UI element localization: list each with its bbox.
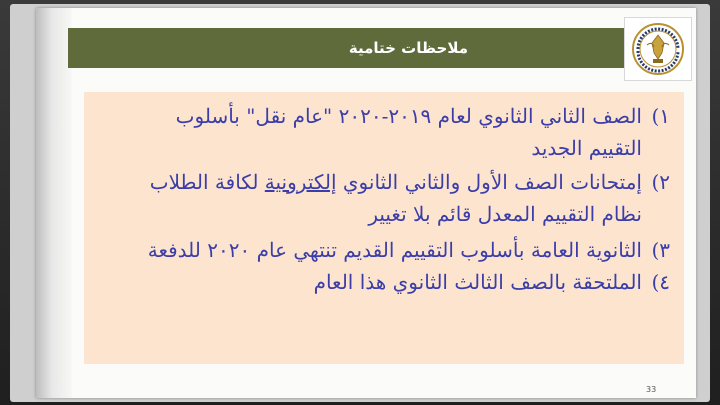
- note-line: الثانوية العامة بأسلوب التقييم القديم تنتهي عام ٢٠٢٠ للدفعة: [147, 238, 642, 262]
- ministry-seal-icon: [629, 21, 687, 77]
- note-line-continued: التقييم الجديد: [531, 136, 642, 160]
- note-line: الصف الثاني الثانوي لعام ٢٠١٩-٢٠٢٠ "عام نقل" بأسلوب: [175, 104, 642, 128]
- note-item-2: [110, 166, 670, 230]
- title-bar: [68, 28, 628, 68]
- note-number: ٣): [651, 238, 670, 262]
- slide-title: ملاحظات ختامية: [348, 39, 468, 57]
- note-line-continued: نظام التقييم المعدل قائم بلا تغيير: [368, 202, 642, 226]
- book-frame: [10, 4, 710, 402]
- book-spine: [36, 8, 72, 398]
- note-line-part: إمتحانات الصف الأول والثاني الثانوي: [336, 170, 642, 194]
- note-item-4: [110, 266, 670, 298]
- page-number: 33: [646, 385, 657, 394]
- note-item-3: [110, 234, 670, 266]
- slide-page: [36, 8, 696, 398]
- ministry-logo: [624, 17, 692, 81]
- note-line-part: لكافة الطلاب: [149, 170, 265, 194]
- note-number: ٤): [651, 270, 670, 294]
- notes-box: [84, 92, 684, 364]
- note-line-underlined: إلكترونية: [264, 170, 337, 194]
- note-line: الملتحقة بالصف الثالث الثانوي هذا العام: [313, 270, 642, 294]
- note-number: ٢): [651, 170, 670, 194]
- note-item-1: [110, 100, 670, 164]
- note-number: ١): [651, 104, 670, 128]
